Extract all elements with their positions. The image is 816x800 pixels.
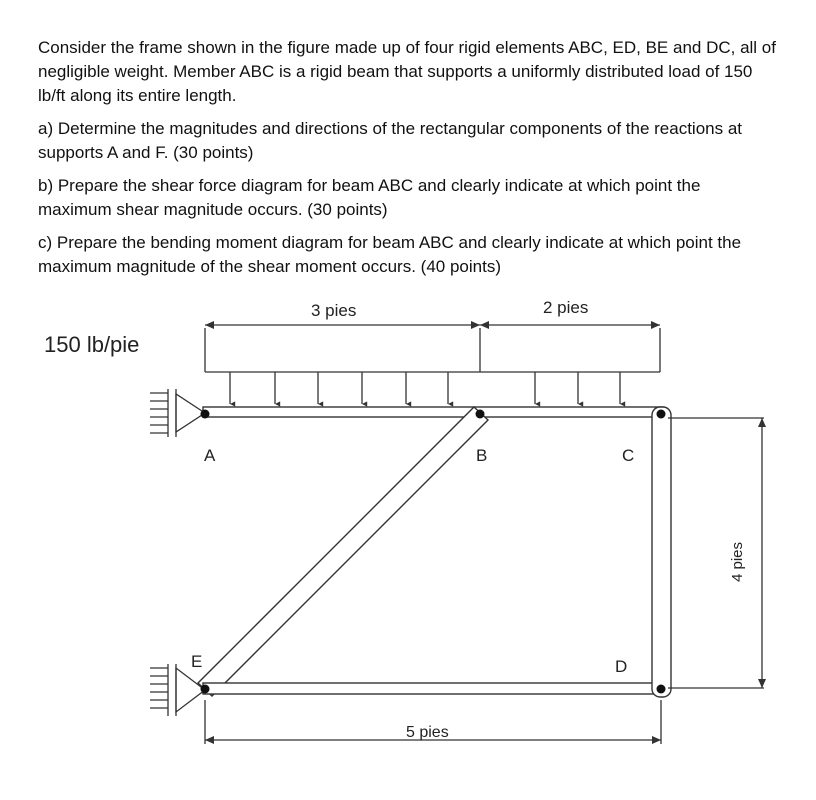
label-a: A [204,446,216,465]
joint-b [476,410,485,419]
beam-abc [203,407,663,417]
dim-bc-label: 2 pies [543,298,589,317]
problem-part-b: b) Prepare the shear force diagram for beam ABC and clearly indicate at which point the maximum shear magnitude occurs. (30 points) [38,176,701,219]
load-label: 150 lb/pie [44,332,140,357]
dim-ab-label: 3 pies [311,301,357,320]
label-e: E [191,652,203,671]
support-a [150,389,205,437]
dim-ed-label: 5 pies [406,724,449,741]
joint-d [657,685,666,694]
member-ed [203,683,663,694]
label-d: D [615,657,628,676]
problem-intro: Consider the frame shown in the figure made up of four rigid elements ABC, ED, BE and DC, all of negligible weight. Member ABC is a rigid beam that supports a uniformly distributed load of 150 lb/ft along its entire length. [38,38,776,105]
joint-e [201,685,210,694]
member-cd [652,407,671,697]
member-be [198,407,488,696]
problem-part-c: c) Prepare the bending moment diagram for beam ABC and clearly indicate at which point the maximum magnitude of the shear moment occurs. (40 points) [38,233,742,276]
joint-c [657,410,666,419]
joint-a [201,410,210,419]
label-b: B [476,446,488,465]
height-dimension-line [668,418,766,688]
top-dimension-line [205,321,660,329]
label-c: C [622,446,635,465]
distributed-load [205,328,660,404]
dim-height-label: 4 pies [729,541,746,582]
problem-part-a: a) Determine the magnitudes and directions of the rectangular components of the reactions at supports A and F. (30 points) [38,119,743,162]
support-e [150,664,205,716]
